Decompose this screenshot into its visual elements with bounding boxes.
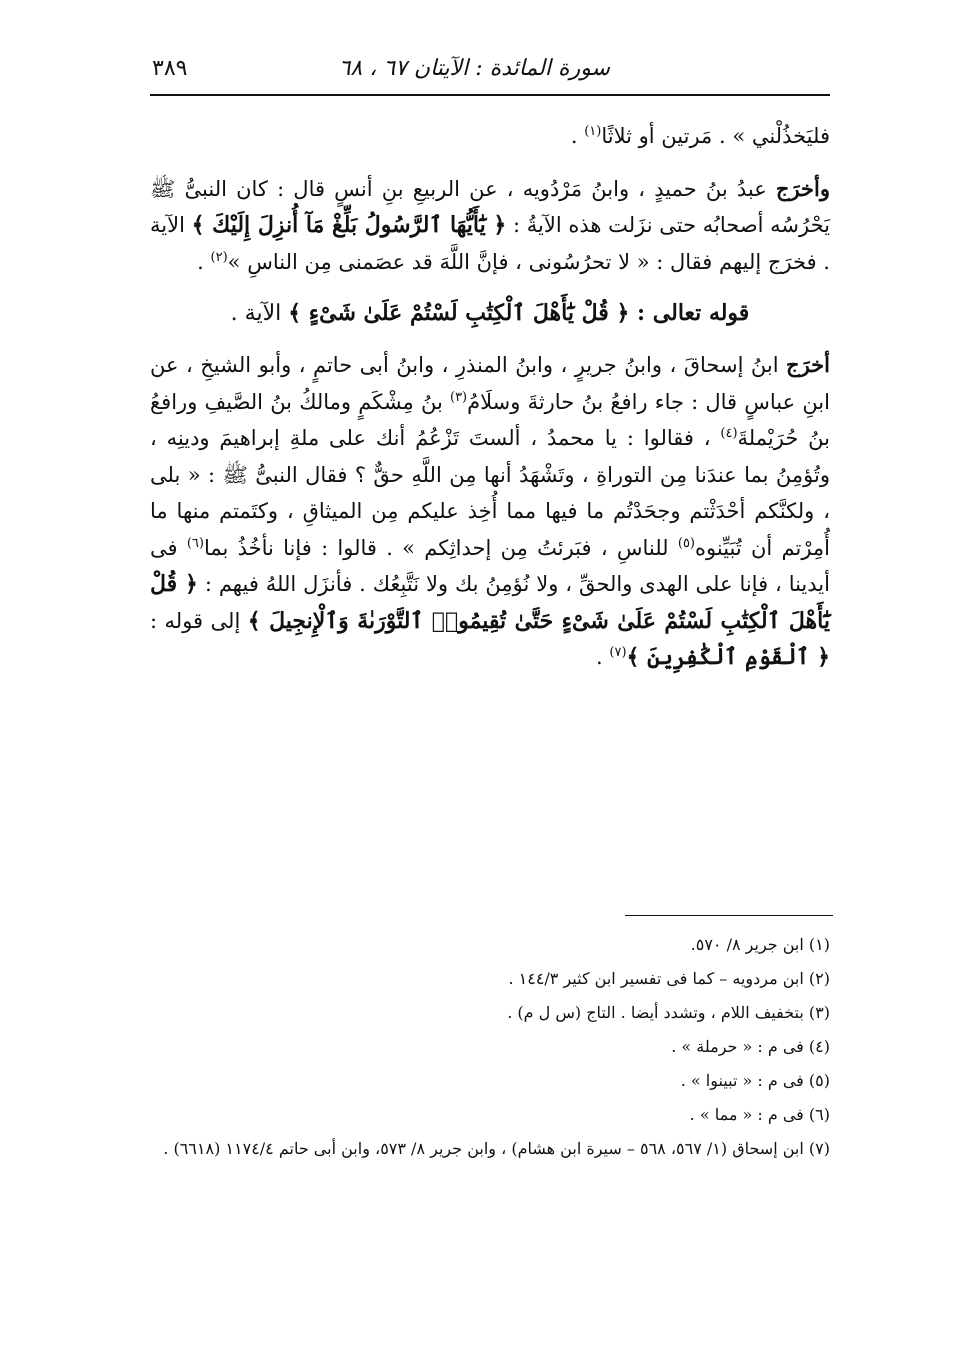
- footnote-ref-7: (٧): [609, 645, 627, 660]
- paragraph-3-text-f: إلى قوله :: [150, 608, 248, 633]
- footnote-1: (١) ابن جرير ٨/ ٥٧٠.: [690, 935, 830, 954]
- paragraph-3-end: .: [596, 645, 610, 669]
- paragraph-3-lead: أخرَج: [786, 352, 830, 377]
- running-header: [150, 50, 830, 90]
- heading-lead: قوله تعالى :: [629, 300, 750, 326]
- footnote-ref-2: (٢): [210, 249, 228, 265]
- footnote-6: (٦) فى م : « مما » .: [689, 1105, 830, 1124]
- footnote-2: (٢) ابن مردويه – كما فى تفسير ابن كثير ١٤٤/٣ .: [508, 969, 830, 988]
- quran-verse-1: ﴿ يَٰٓأَيُّهَا ٱلرَّسُولُ بَلِّغْ مَآ أُنزِلَ إِلَيْكَ ﴾: [191, 212, 507, 238]
- footnote-ref-4: (٤): [720, 426, 738, 441]
- paragraph-1-text: فليَخذُلْني » . مَرتين أو ثلاثًا: [601, 124, 830, 148]
- paragraph-2-end: .: [197, 249, 211, 274]
- paragraph-3: [150, 347, 830, 676]
- header-title: سورة المائدة : الآيتان ٦٧ ، ٦٨: [338, 56, 610, 81]
- footnote-4: (٤) فى م : « حرملة » .: [671, 1037, 830, 1056]
- footnote-7: (٧) ابن إسحاق (١/ ٥٦٧، ٥٦٨ – سيرة ابن هشام) ، وابن جرير ٨/ ٥٧٣، وابن أبى حاتم ١١٧٤/٤ (٦٦١٨) .: [163, 1139, 830, 1158]
- paragraph-2-text-b: الآية . فخرَج إليهم فقال : « لا تحرُسُونى ، فإنَّ اللَّهَ قد عصَمنى مِن الناسِ »: [150, 213, 830, 274]
- heading-quran-verse: ﴿ قُلْ يَٰٓأَهْلَ ٱلْكِتَٰبِ لَسْتُمْ عَلَىٰ شَىْءٍ ﴾: [288, 300, 630, 326]
- paragraph-2: [150, 171, 830, 281]
- heading-end: الآية .: [230, 301, 289, 326]
- paragraph-3-text-b: بنُ مِشْكَمٍ ومالكُ بنُ الصَّيفِ ورافعُ بنُ حُرَيْملةَ: [150, 389, 830, 450]
- paragraph-1: [150, 118, 830, 155]
- footnote-ref-3: (٣): [449, 389, 468, 405]
- paragraph-3-text-d: للناسِ ، فبَرئتُ مِن إحداثِكم » . قالوا : فإنا نأخُذُ بما: [203, 535, 678, 560]
- footnote-rule: [625, 915, 833, 916]
- footnote-ref-1: (١): [584, 124, 602, 139]
- paragraph-3-text-c: ، فقالوا : يا محمدُ ، ألستَ تَزْعُمُ أنك على ملةِ إبراهيمَ ودينِه ، وتُؤمِنُ بما عندَنا مِن التوراةِ ، وتَشْهَدُ أنها مِن اللَّهِ حقٌّ ؟ فقال النبىُّ ﷺ : « بلى ، ولكنَّكم أحْدَثْتم وجحَدْتُم ما فيها مما أُخِذ عليكم مِن الميثاقِ ، وكتَمتم منها ما أُمِرْتم أن تُبَيِّنوه: [150, 426, 830, 560]
- footnote-ref-5: (٥): [677, 535, 695, 551]
- header-rule: [150, 94, 830, 96]
- footnote-ref-6: (٦): [186, 535, 204, 551]
- paragraph-3-text-a: ابنُ إسحاقَ ، وابنُ جريرٍ ، وابنُ المنذرِ ، وابنُ أبى حاتمٍ ، وأبو الشيخِ ، عن ابنِ عباسٍ قال : جاء رافعُ بنُ حارثةَ وسلَامُ: [150, 353, 830, 414]
- footnotes: [150, 928, 830, 1166]
- footnote-3: (٣) بتخفيف اللام ، وتشدد أيضا . التاج (س ل م) .: [507, 1003, 830, 1022]
- quran-verse-2: ﴿ قُلْ يَٰٓأَهْلَ ٱلْكِتَٰبِ لَسْتُمْ عَلَىٰ شَىْءٍ حَتَّىٰ تُقِيمُوا۟ ٱلتَّوْرَىٰةَ وَٱلْإِنجِيلَ ﴾: [150, 571, 830, 634]
- section-heading: [150, 294, 830, 333]
- page-number: ٣٨٩: [152, 56, 188, 81]
- quran-verse-3: ﴿ ٱلْقَوْمِ ٱلْكَٰفِرِينَ ﴾: [626, 644, 830, 670]
- main-text: [150, 118, 830, 676]
- paragraph-2-lead: وأخرَج: [775, 175, 830, 201]
- paragraph-1-end: .: [570, 124, 585, 148]
- paragraph-3-text-e: فى أيدينا ، فإنا على الهدى والحقِّ ، ولا نُؤمِنُ بك ولا نَتَّبِعُك . فأنزَل اللهُ فيهم :: [150, 535, 830, 596]
- footnote-5: (٥) فى م : « تبينوا » .: [680, 1071, 830, 1090]
- paragraph-2-text-a: عبدُ بنُ حميدٍ ، وابنُ مَرْدُويه ، عن الربيعِ بنِ أنسٍ قال : كان النبىُّ ﷺ يَحْرُسُه أصحابُه حتى نزَلت هذه الآيةُ :: [150, 176, 831, 237]
